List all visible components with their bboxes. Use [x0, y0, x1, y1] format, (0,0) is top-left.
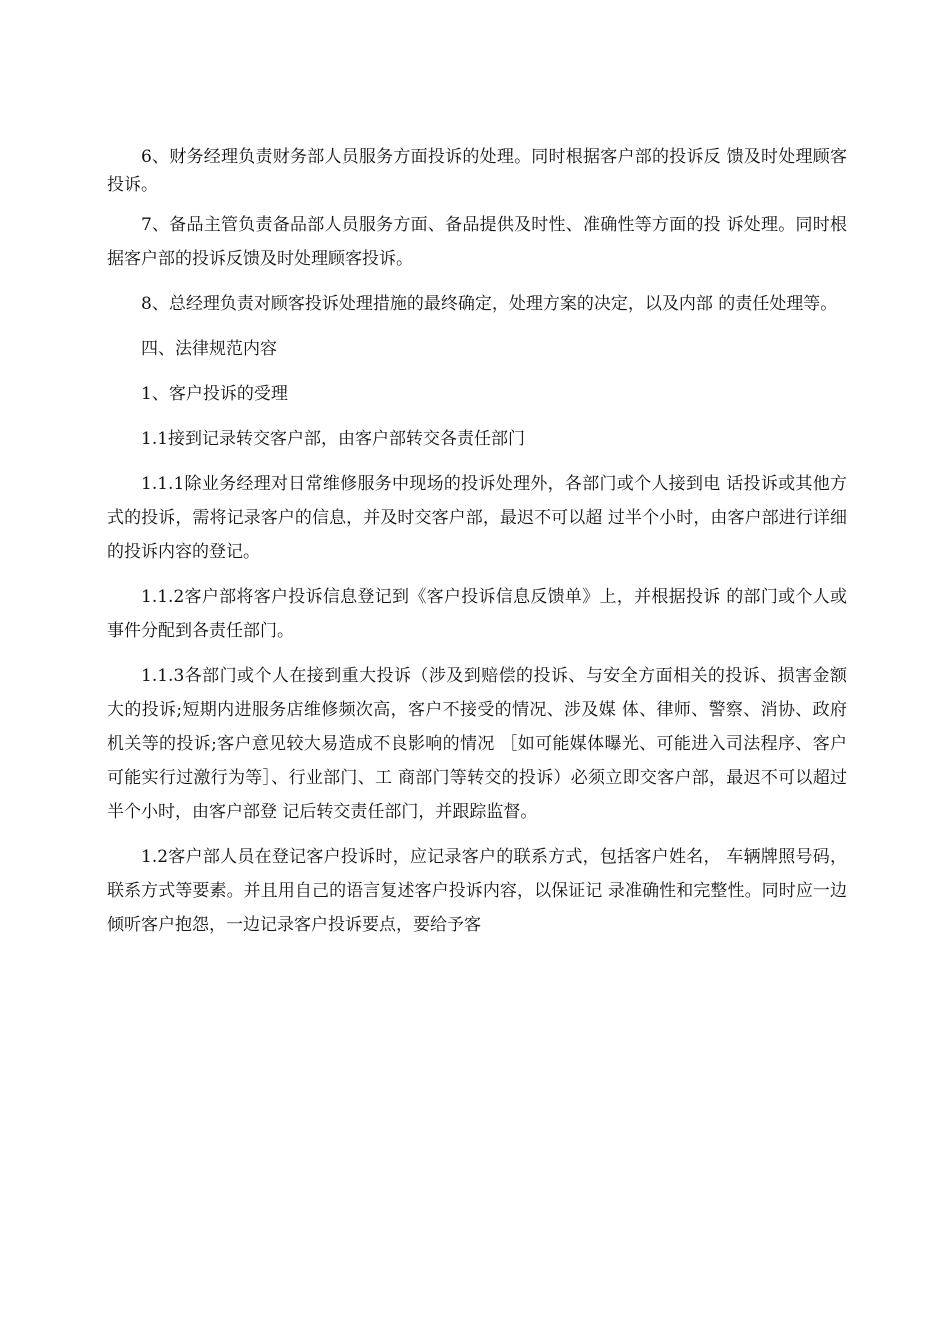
paragraph-1-1: 1.1接到记录转交客户部，由客户部转交各责任部门: [141, 429, 526, 449]
paragraph-1-1-2: 1.1.2客户部将客户投诉信息登记到《客户投诉信息反馈单》上，并根据投诉 的部门或个人或事件分配到各责任部门。: [107, 587, 847, 641]
paragraph-parts-supervisor: 7、备品主管负责备品部人员服务方面、备品提供及时性、准确性等方面的投 诉处理。同时根据客户部的投诉反馈及时处理顾客投诉。: [107, 215, 847, 269]
document-body: [107, 143, 847, 953]
paragraph-1-1-1: 1.1.1除业务经理对日常维修服务中现场的投诉处理外，各部门或个人接到电 话投诉或其他方式的投诉，需将记录客户的信息，并及时交客户部，最迟不可以超 过半个小时，由客户部进行详细的投诉内容的登记。: [107, 474, 847, 562]
paragraph-1-2: 1.2客户部人员在登记客户投诉时，应记录客户的联系方式，包括客户姓名， 车辆牌照号码，联系方式等要素。并且用自己的语言复述客户投诉内容，以保证记 录准确性和完整性。同时应一边倾听客户抱怨，一边记录客户投诉要点，要给予客: [107, 847, 847, 935]
section-heading-legal-norms: 四、法律规范内容: [141, 339, 277, 359]
paragraph-general-manager: 8、总经理负责对顾客投诉处理措施的最终确定，处理方案的决定，以及内部 的责任处理等。: [141, 294, 838, 314]
subsection-heading-complaint-acceptance: 1、客户投诉的受理: [141, 384, 288, 404]
paragraph-1-1-3: 1.1.3各部门或个人在接到重大投诉（涉及到赔偿的投诉、与安全方面相关的投诉、损害金额大的投诉;短期内进服务店维修频次高，客户不接受的情况、涉及媒 体、律师、警察、消协、政府机关等的投诉;客户意见较大易造成不良影响的情况 ［如可能媒体曝光、可能进入司法程序、客户可能实行过激行为等］、行业部门、工 商部门等转交的投诉）必须立即交客户部，最迟不可以超过半个小时，由客户部登 记后转交责任部门，并跟踪监督。: [107, 666, 847, 822]
paragraph-finance-manager: 6、财务经理负责财务部人员服务方面投诉的处理。同时根据客户部的投诉反 馈及时处理顾客投诉。: [107, 147, 847, 195]
